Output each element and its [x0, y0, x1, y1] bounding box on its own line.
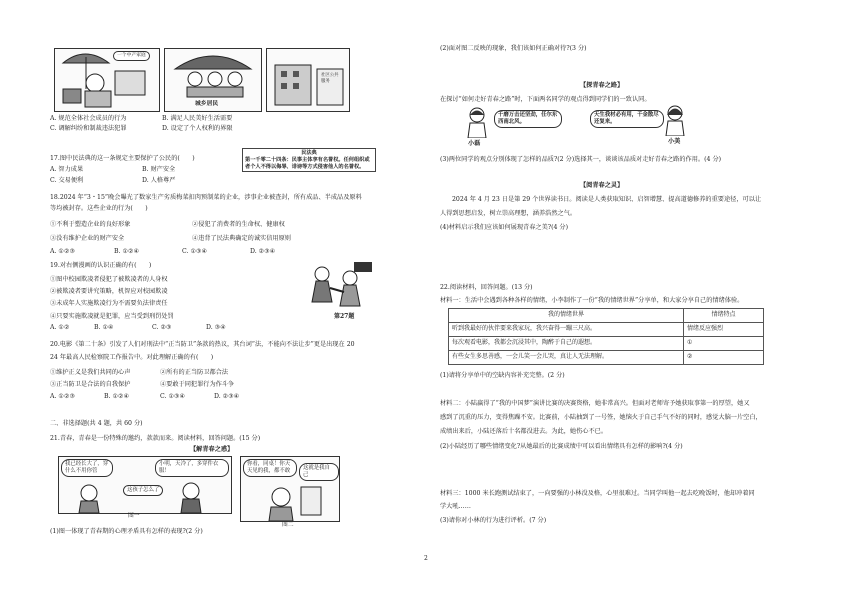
name-xiaolei: 小磊 [468, 140, 481, 147]
q21-bubble-3: 这孩子怎么了 [123, 485, 163, 496]
q21-question-1: (1)图一体现了青春期的心理矛盾具有怎样的表现?(2 分) [50, 528, 203, 535]
q19-stem: 19.对右侧漫画的认识正确的有( ) [50, 262, 152, 269]
q18-option-a[interactable]: A. ①②③ [50, 248, 76, 255]
q20-option-d[interactable]: D. ②③④ [214, 393, 240, 400]
q21-question-3: (3)两位同学的观点分别体现了怎样的品质?(2 分)选择其一，谈谈该品质对走好青春之路的作用。(4 分) [440, 156, 722, 163]
q16-option-a[interactable]: A. 规范全体社会成员的行为 [50, 115, 127, 122]
page-number: 2 [424, 555, 428, 562]
q21-bubble-1: 我已经长大了，穿什么不用你管 [61, 459, 113, 477]
q20-option-c[interactable]: C. ①③④ [160, 393, 186, 400]
q17-option-a[interactable]: A. 智力成果 [50, 166, 84, 173]
q17-option-b[interactable]: B. 财产安全 [142, 166, 176, 173]
q20-item-2: ②所有的正当防卫都合法 [160, 369, 229, 376]
q22-question-2: (2)小陆经历了哪些情绪变化?从她最后的比赛成绩中可以看出情绪具有怎样的影响?(4 分) [440, 443, 683, 450]
q20-stem-line2: 24 年最高人民检察院工作报告中。对此理解正确的有( ) [50, 354, 214, 361]
q19-option-a[interactable]: A. ①② [50, 324, 70, 331]
q19-option-b[interactable]: B. ①④ [94, 324, 114, 331]
q21-question-2: (2)面对图二反映的现象，我们该如何正确对待?(3 分) [440, 45, 587, 52]
q22-material-2-line2: 感到了沉重的压力，变得焦躁不安。比赛前，小陆抽到了一号签，她恼火于自己手气不好的同时，感觉大脑一片空白， [440, 414, 762, 421]
q21-intro-2: 在探讨“如何走好青春之路”时，下面两名同学的观点得到同学们的一致认同。 [440, 96, 651, 103]
q21-figure-2-label: 图二 [282, 522, 294, 528]
q21-stem: 21.青春，青春是一份特殊的邀约，款款而来。阅读材料，回答问题。(15 分) [50, 435, 261, 442]
q18-item-3: ③没有维护企业的财产安全 [50, 235, 125, 242]
q16-option-d[interactable]: D. 设定了个人权利的界限 [162, 125, 233, 132]
q18-item-4: ④违背了民法典确定的诚实信用原则 [192, 235, 291, 242]
q16-cartoon-2-caption: 城乡居民 [195, 101, 219, 107]
q19-item-1: ①图中校园欺凌者侵犯了被欺凌者的人身权 [50, 276, 168, 283]
q20-item-3: ③正当防卫是合法的自我保护 [50, 381, 131, 388]
table-header-emotion-trait: 情绪特点 [684, 309, 764, 323]
q19-item-3: ③未成年人实施欺凌行为不需要负法律责任 [50, 300, 168, 307]
student-left-drawing [466, 106, 488, 138]
q21-bubble-5: 这就是我自己 [299, 463, 339, 481]
table-cell-trait: 情绪反应强烈 [684, 323, 764, 337]
q18-item-1: ①不利于塑造企业的良好形象 [50, 221, 131, 228]
q22-material-2-line1: 材料二：小陆赢得了“我的中国梦”演讲比赛的决赛资格，她非常高兴。但面对老师寄予她获取事第一的厚望，她又 [440, 400, 750, 407]
q19-option-c[interactable]: C. ②③ [152, 324, 172, 331]
q17-civil-code-box [242, 148, 376, 172]
q21-figure-1-label: 图一 [128, 513, 140, 519]
q18-item-2: ②侵犯了消费者的生命权、健康权 [192, 221, 285, 228]
q21-figure-1 [58, 456, 232, 514]
q22-stem: 22.阅读材料，回答问题。(13 分) [440, 284, 533, 291]
q20-item-4: ④要敢于同犯罪行为作斗争 [160, 381, 235, 388]
q17-box-text: 第一千零二十四条：民事主体享有名誉权。任何组织或者个人不得以侮辱、诽谤等方式侵害他人的名誉权。 [245, 156, 370, 170]
q16-cartoon-1-bubble: 一个中产家庭 [113, 51, 150, 61]
q21-para-3-line1: 2024 年 4 月 23 日是第 29 个世界读书日。阅读是人类获取知识、启智增慧、提高道德修养的重要途径，可以让 [452, 196, 762, 203]
q16-option-c[interactable]: C. 调解纠纷和制裁违法犯罪 [50, 125, 127, 132]
q19-figure-label: 第27题 [334, 313, 355, 320]
q18-stem-line2: 等均被封存。这些企业的行为( ) [50, 205, 148, 212]
table-cell-experience: 有些女生多思善感，一会儿笑一会儿哭，真让人无法理解。 [449, 351, 684, 365]
q18-option-c[interactable]: C. ①③④ [182, 248, 208, 255]
table-row [449, 351, 764, 365]
q22-material-3-line1: 材料三：1000 米长跑测试结束了，一向要强的小林没及格，心里很难过。当同学叫他一起去吃晚饭时，他却冲着同 [440, 490, 755, 497]
q21-bubble-2: 小明，天冷了，多穿件衣服！ [155, 459, 229, 477]
q17-option-d[interactable]: D. 人格尊严 [142, 177, 176, 184]
q19-figure [304, 258, 378, 322]
table-cell-trait[interactable]: ① [684, 337, 764, 351]
table-row [449, 323, 764, 337]
q18-stem-line1: 18.2024 年“3・15”晚会曝光了数家生产劣质梅菜扣肉预制菜的企业，涉事企业被查封，所有成品、半成品及原料 [50, 194, 362, 201]
q21-bubble-4: 你看，同桌！你天天见的我，都不敢 [243, 459, 297, 477]
q16-cartoon-2 [164, 48, 262, 112]
q22-question-3: (3)请你对小林的行为进行评析。(7 分) [440, 517, 547, 524]
table-cell-experience: 听到我最好的伙伴要来我家玩，我兴奋得一蹦三尺高。 [449, 323, 684, 337]
q20-stem-line1: 20.电影《第二十条》引发了人们对刑法中“正当防卫”条款的热议，其台词“法，不能向不法让步”更是出现在 20 [50, 341, 355, 348]
q22-material-3-line2: 学大吼…… [440, 503, 471, 510]
q18-option-b[interactable]: B. ①②④ [114, 248, 140, 255]
q20-item-1: ①维护正义是我们共同的心声 [50, 369, 131, 376]
q21-banner-3: 【阅青春之灵】 [580, 182, 624, 189]
q19-item-4: ④只要实施欺凌就是犯罪，应当受到刑罚处罚 [50, 313, 174, 320]
q16-cartoon-3-sign: 社区公共服务 [321, 73, 339, 85]
table-header-row [449, 309, 764, 323]
q18-option-d[interactable]: D. ②③④ [250, 248, 276, 255]
section-2-heading: 二、非选择题(共 4 题，共 60 分) [50, 420, 143, 427]
q20-option-a[interactable]: A. ①②③ [50, 393, 76, 400]
student-right-avatar [664, 104, 686, 136]
q16-cartoon-1 [54, 48, 160, 112]
q16-option-b[interactable]: B. 满足人民美好生活需要 [162, 115, 233, 122]
bubble-xiaolei: 千磨万击还坚劲，任尔东西南北风。 [494, 110, 562, 128]
name-xiaomei: 小美 [668, 138, 681, 145]
table-row [449, 337, 764, 351]
table-header-emotion-world: 我的情绪世界 [449, 309, 684, 323]
q21-banner: 【解青春之惑】 [190, 446, 234, 453]
student-left-avatar [466, 106, 488, 138]
q21-figure-2 [240, 456, 340, 522]
q19-figure-drawing [304, 258, 378, 314]
q22-material-2-line3: 成绩出来后，小陆还落后十名都没进去。为此，她伤心不已。 [440, 428, 608, 435]
q19-option-d[interactable]: D. ③④ [206, 324, 226, 331]
q20-option-b[interactable]: B. ①②④ [104, 393, 130, 400]
q17-stem: 17.图中民法典的这一条规定主要保护了公民的( ) [50, 155, 195, 162]
q21-banner-2: 【探青春之路】 [580, 82, 624, 89]
q22-material-1: 材料一：生活中会遇到各种各样的情绪，小李制作了一份“我的情绪世界”分享单，和大家分享自己的情绪体验。 [440, 297, 744, 304]
bubble-xiaomei: 天生我材必有用，千金散尽还复来。 [590, 110, 664, 128]
q21-question-4: (4)材料启示我们应该如何展现青春之美?(4 分) [440, 224, 568, 231]
q21-para-3-line2: 人得到思想启发，树立崇高理想，涵养浩然之气。 [440, 210, 577, 217]
table-cell-trait[interactable]: ② [684, 351, 764, 365]
q17-box-title: 民法典 [301, 150, 317, 156]
q17-option-c[interactable]: C. 交易便利 [50, 177, 84, 184]
table-cell-experience: 每次观看电影，我都会沉浸其中，陶醉于自己的遐想。 [449, 337, 684, 351]
q22-question-1: (1)请将分享单中的空缺内容补充完整。(2 分) [440, 372, 565, 379]
student-right-drawing [664, 104, 686, 136]
emotion-share-table [448, 308, 764, 365]
q16-cartoon-3 [266, 48, 350, 112]
q19-item-2: ②被欺凌者要讲究策略，机智应对校园欺凌 [50, 288, 168, 295]
